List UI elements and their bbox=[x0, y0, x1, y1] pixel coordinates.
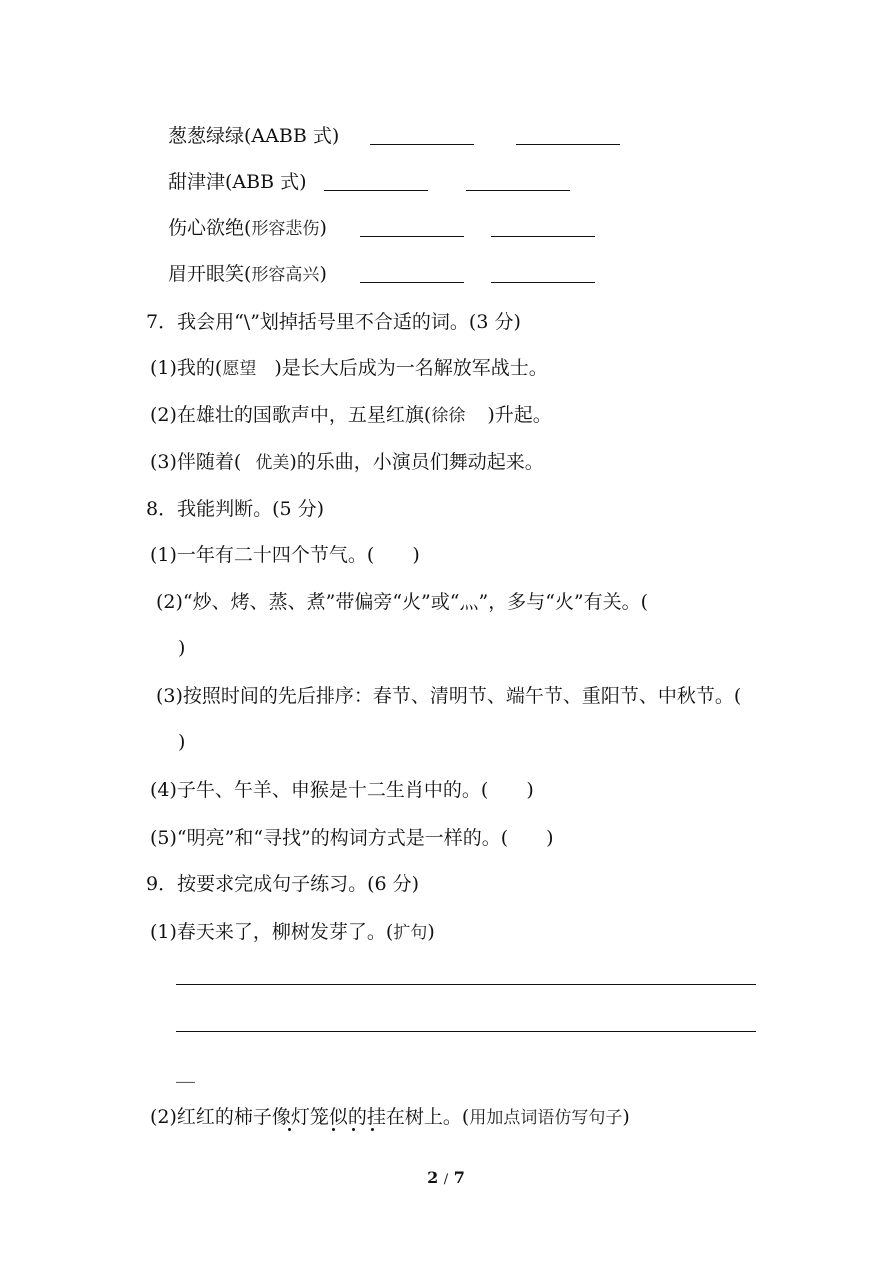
q6-item-1 bbox=[168, 124, 339, 148]
q7-options[interactable]: 优美 bbox=[255, 453, 290, 473]
q8-item-3: (3)按照时间的先后排序：春节、清明节、端午节、重阳节、中秋节。( bbox=[156, 685, 742, 707]
paren: ( bbox=[244, 217, 252, 239]
q9-text: ) bbox=[427, 921, 435, 943]
q6-hint: (AABB 式) bbox=[244, 125, 340, 147]
answer-line[interactable] bbox=[176, 1031, 756, 1032]
paren: ) bbox=[319, 263, 327, 285]
q7-options[interactable]: 徐徐 bbox=[431, 406, 466, 426]
emphasis-dot bbox=[288, 1128, 291, 1131]
q6-hint: 形容高兴 bbox=[251, 265, 320, 285]
q9-hint: 扩句 bbox=[393, 923, 428, 943]
q9-text: (2)红红的柿子像灯笼似的挂在树上。( bbox=[150, 1106, 470, 1128]
answer-blank[interactable] bbox=[491, 218, 595, 237]
answer-blank[interactable] bbox=[370, 126, 474, 145]
q7-text: )是长大后成为一名解放军战士。 bbox=[274, 357, 548, 379]
q7-text: (1)我的( bbox=[150, 357, 223, 379]
q9-text: (1)春天来了，柳树发芽了。( bbox=[150, 921, 394, 943]
q7-item-3 bbox=[150, 450, 544, 475]
q6-hint: 形容悲伤 bbox=[251, 219, 320, 239]
q9-hint: 用加点词语仿写句子 bbox=[469, 1108, 623, 1128]
emphasis-dot bbox=[352, 1128, 355, 1131]
answer-line[interactable] bbox=[176, 984, 756, 985]
q7-text: (3)伴随着( bbox=[150, 451, 242, 473]
emphasis-dot bbox=[371, 1128, 374, 1131]
q6-hint: (ABB 式) bbox=[225, 171, 307, 193]
q7-text: )升起。 bbox=[487, 404, 552, 426]
page-separator: / bbox=[443, 1172, 449, 1187]
answer-blank[interactable] bbox=[360, 264, 464, 283]
q6-item-3 bbox=[168, 216, 327, 241]
answer-blank[interactable] bbox=[324, 172, 428, 191]
q8-item-2-close: ) bbox=[178, 637, 186, 659]
q7-item-2 bbox=[150, 403, 552, 428]
q9-item-2 bbox=[150, 1105, 630, 1130]
q6-word: 眉开眼笑 bbox=[168, 263, 245, 285]
answer-blank[interactable] bbox=[516, 126, 620, 145]
total-pages: 7 bbox=[453, 1168, 465, 1187]
answer-line-tail: __ bbox=[176, 1061, 195, 1083]
page-number bbox=[0, 1168, 892, 1187]
q8-item-5: (5)“明亮”和“寻找”的构词方式是一样的。( ) bbox=[150, 827, 554, 849]
emphasis-dot bbox=[332, 1128, 335, 1131]
answer-blank[interactable] bbox=[491, 264, 595, 283]
answer-blank[interactable] bbox=[466, 172, 570, 191]
q8-item-1: (1)一年有二十四个节气。( ) bbox=[150, 544, 420, 566]
q8-item-4: (4)子牛、午羊、申猴是十二生肖中的。( ) bbox=[150, 779, 534, 801]
q7-options[interactable]: 愿望 bbox=[222, 359, 257, 379]
q8-item-2: (2)“炒、烤、蒸、煮”带偏旁“火”或“灬”，多与“火”有关。( bbox=[156, 591, 649, 613]
q6-word: 伤心欲绝 bbox=[168, 217, 245, 239]
q8-title: 8．我能判断。(5 分) bbox=[146, 498, 325, 520]
q6-item-2 bbox=[168, 170, 307, 194]
q9-item-1 bbox=[150, 920, 435, 945]
q9-title: 9．按要求完成句子练习。(6 分) bbox=[146, 873, 420, 895]
current-page: 2 bbox=[427, 1168, 439, 1187]
q7-title: 7．我会用“\”划掉括号里不合适的词。(3 分) bbox=[146, 311, 521, 333]
q7-item-1 bbox=[150, 356, 548, 381]
q8-item-3-close: ) bbox=[178, 731, 186, 753]
answer-blank[interactable] bbox=[360, 218, 464, 237]
q6-word: 葱葱绿绿 bbox=[168, 125, 245, 147]
q6-word: 甜津津 bbox=[168, 171, 226, 193]
paren: ) bbox=[319, 217, 327, 239]
q6-item-4 bbox=[168, 262, 327, 287]
q7-text: )的乐曲，小演员们舞动起来。 bbox=[289, 451, 544, 473]
q9-text: ) bbox=[622, 1106, 630, 1128]
paren: ( bbox=[244, 263, 252, 285]
q7-text: (2)在雄壮的国歌声中，五星红旗( bbox=[150, 404, 432, 426]
